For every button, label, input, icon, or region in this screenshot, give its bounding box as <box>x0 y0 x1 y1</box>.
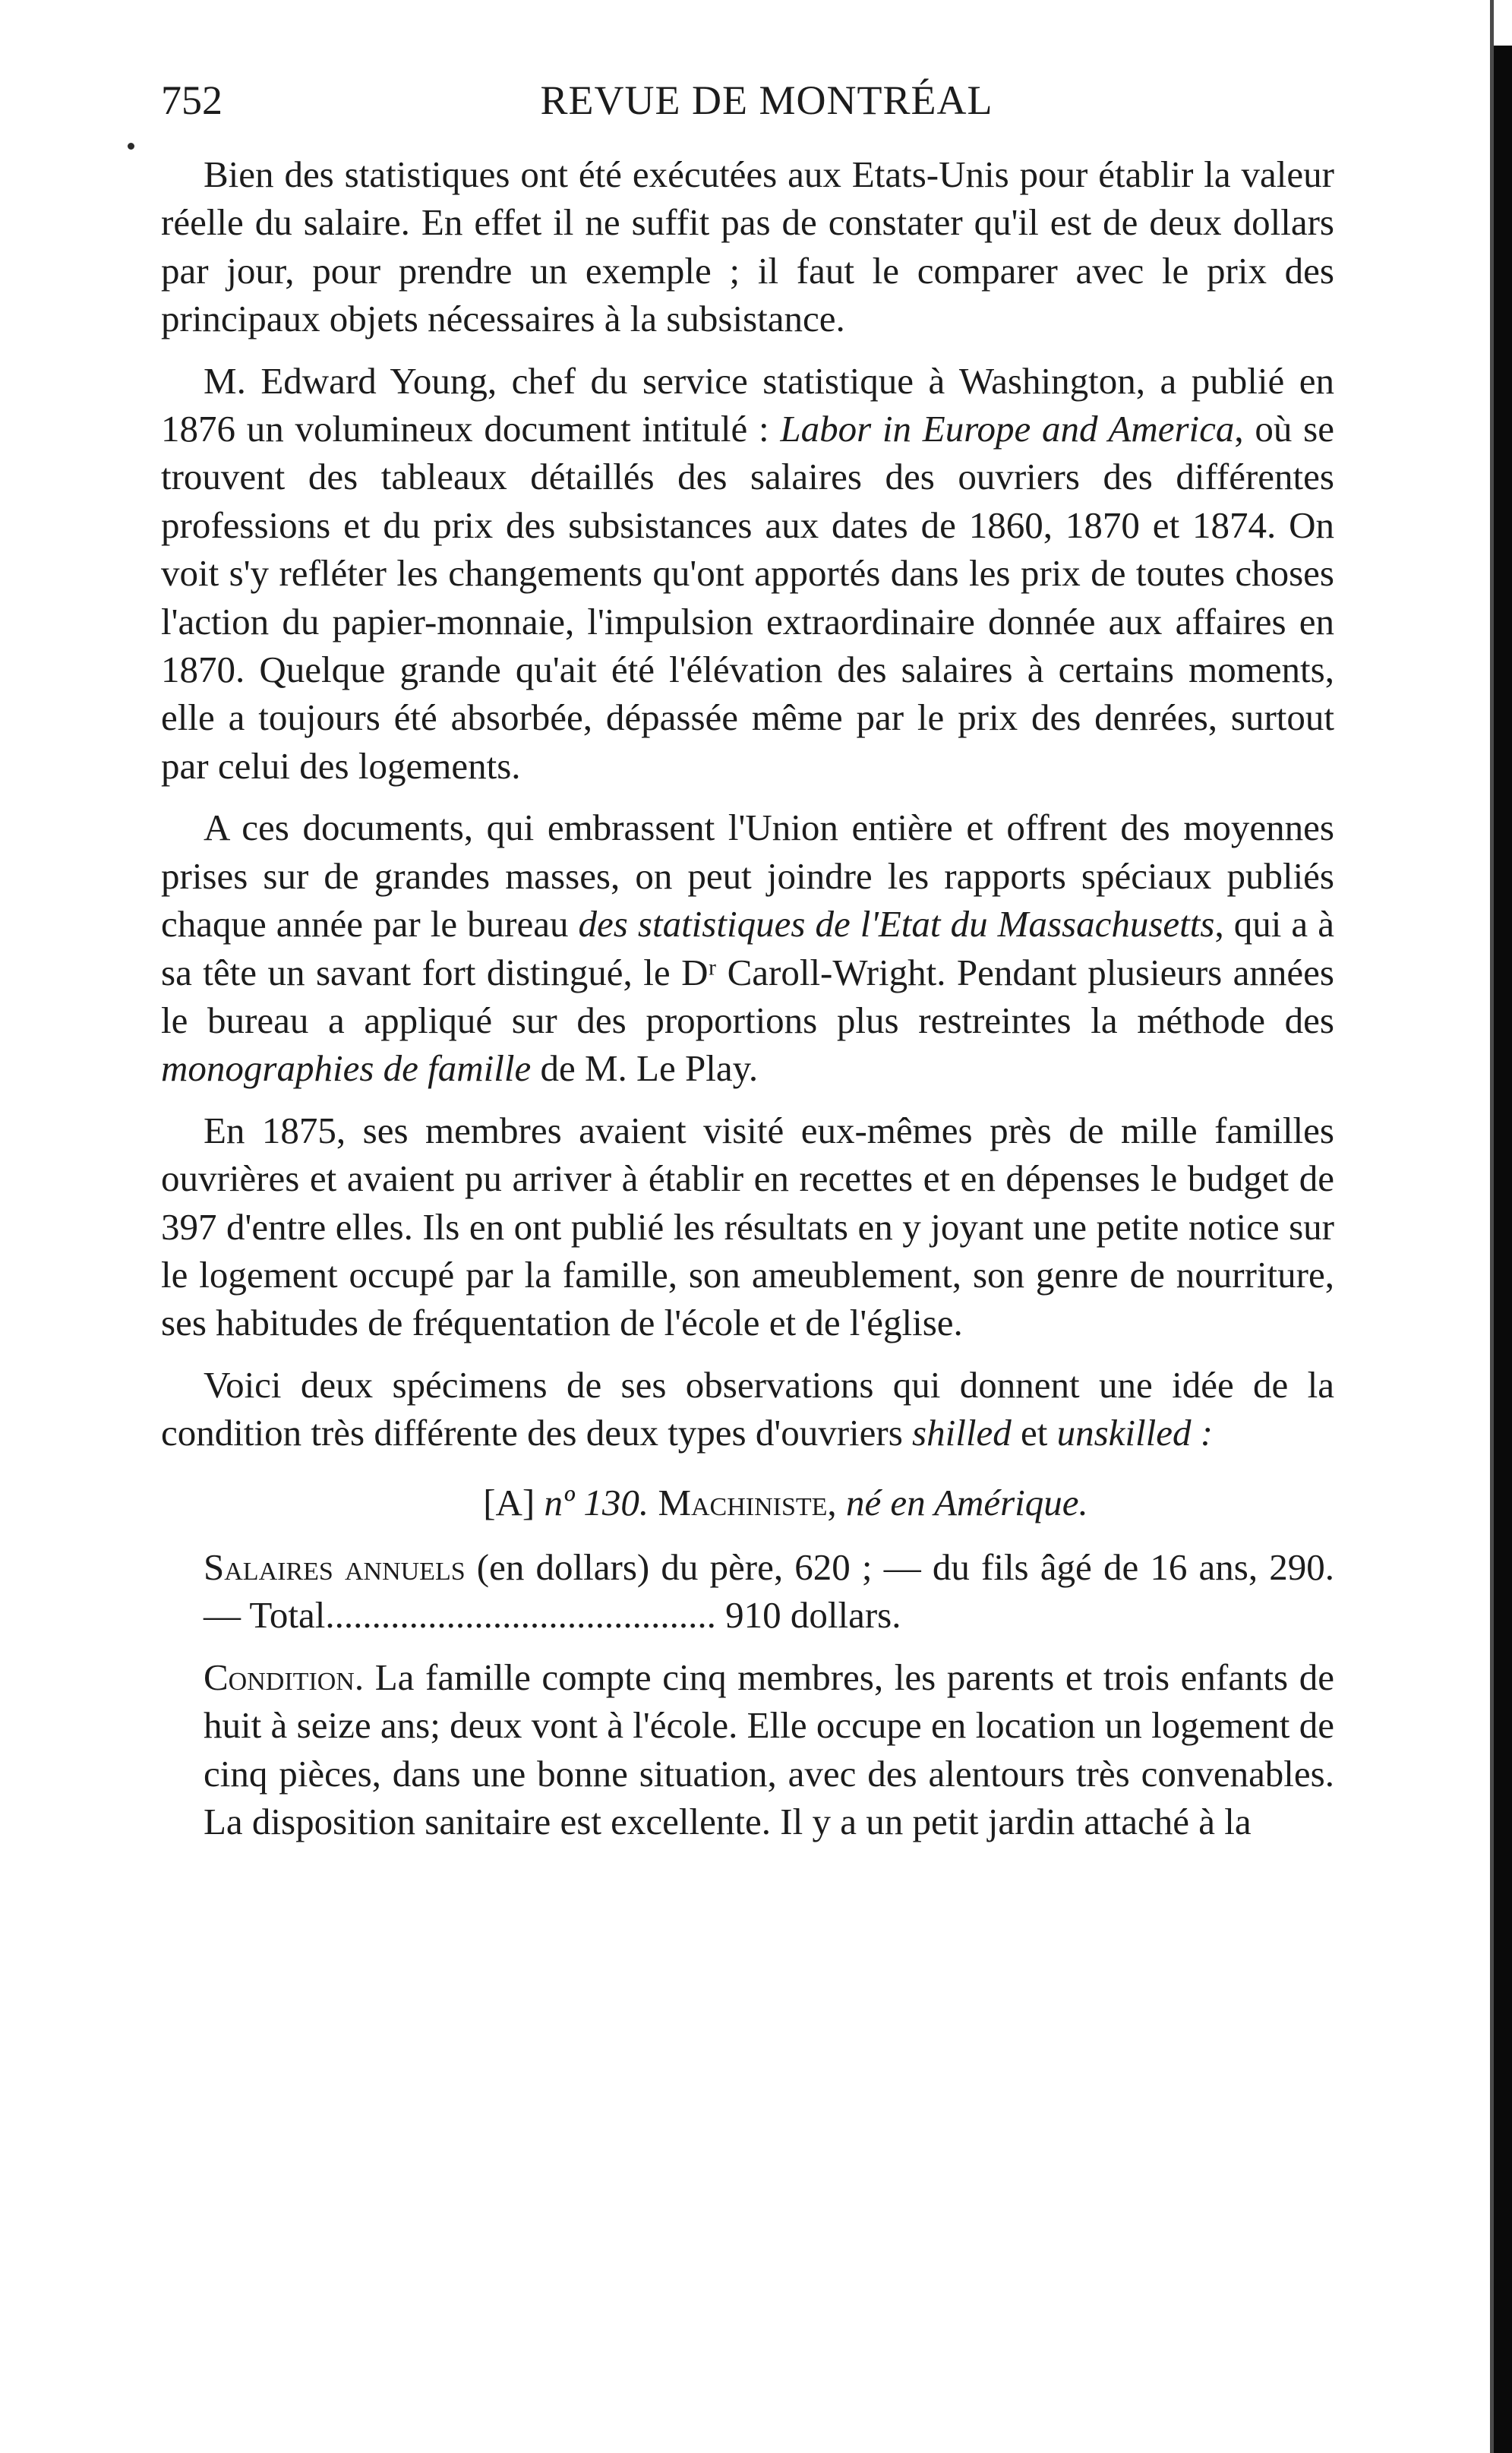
case-origin: né en Amérique. <box>836 1481 1088 1523</box>
ink-dot <box>128 143 134 150</box>
case-label: [A] <box>483 1481 545 1523</box>
paragraph-text: Voici deux spécimens de ses observations qui donnent une idée de la condition très différente des deux types d'ouvriers <box>161 1363 1334 1454</box>
book-title: Labor in Europe and America <box>780 408 1235 450</box>
paragraph-specimens <box>161 1361 1334 1457</box>
paragraph-text: de M. Le Play. <box>531 1047 759 1090</box>
paragraph-edward-young <box>161 357 1334 791</box>
case-trade: Machiniste, <box>649 1481 837 1523</box>
entry-text: (en dollars) du père, 620 ; — du fils âgé de 16 ans, 290. — Total <box>204 1545 1335 1637</box>
entry-label: Salaires annuels <box>204 1545 466 1588</box>
entry-salaires <box>161 1543 1334 1640</box>
case-number: nº 130. <box>544 1481 649 1523</box>
paragraph-text: , où se trouvent des tableaux détaillés des salaires des ouvriers des différentes professions et du prix des subsistances aux dates de 1860, 1870 et 1874. On voit s'y refléter les changements qu'ont apportés dans les prix de toutes choses l'action du papier-monnaie, l'impulsion extraordinaire donnée aux affaires en 1870. Quelque grande qu'ait été l'élévation des salaires à certains moments, elle a toujours été absorbée, dépassée même par le prix des denrées, surtout par celui des logements. <box>161 408 1334 787</box>
entry-condition <box>161 1653 1334 1846</box>
paragraph-familles: En 1875, ses membres avaient visité eux-mêmes près de mille familles ouvrières et avaient pu arriver à établir en recettes et en dépenses le budget de 397 d'entre elles. Ils en ont publié les résultats en y joyant une petite notice sur le logement occupé par la famille, son ameublement, son genre de nourriture, ses habitudes de fréquentation de l'école et de l'église. <box>161 1109 1334 1344</box>
paragraph-text: et <box>1011 1412 1057 1454</box>
case-heading <box>161 1479 1334 1526</box>
dot-leader: .......................................... <box>325 1594 716 1637</box>
term-skilled: shilled <box>912 1412 1012 1454</box>
page-header <box>161 70 1334 131</box>
body-text <box>161 150 1334 1845</box>
entry-label: Condition. <box>204 1656 365 1698</box>
bureau-name: des statistiques de l'Etat du Massachusetts <box>578 903 1215 946</box>
entry-text: La famille compte cinq membres, les parents et trois enfants de huit à seize ans; deux vont à l'école. Elle occupe en location un logement de cinq pièces, dans une bonne situation, avec des alentours très convenables. La disposition sanitaire est excellente. Il y a un petit jardin attaché à la <box>204 1656 1334 1842</box>
method-name: monographies de famille <box>161 1047 532 1090</box>
paragraph-text: , qui a à sa tête un savant fort distingué, le Dʳ Caroll-Wright. Pendant plusieurs années le bureau a appliqué sur des proportions plus restreintes la méthode des <box>161 903 1334 1041</box>
paragraph-text: A ces documents, qui embrassent l'Union entière et offrent des moyennes prises sur de grandes masses, on peut joindre les rapports spéciaux publiés chaque année par le bureau <box>161 807 1334 946</box>
page-number: 752 <box>161 77 223 123</box>
paragraph-statistiques: Bien des statistiques ont été exécutées aux Etats-Unis pour établir la valeur réelle du salaire. En effet il ne suffit pas de constater qu'il est de deux dollars par jour, pour prendre un exemple ; il faut le comparer avec le prix des principaux objets nécessaires à la subsistance. <box>161 153 1334 340</box>
paragraph-massachusetts <box>161 803 1334 1092</box>
entry-total: 910 dollars. <box>715 1594 901 1637</box>
running-title: REVUE DE MONTRÉAL <box>540 77 993 123</box>
paragraph-text: M. Edward Young, chef du service statistique à Washington, a publié en 1876 un volumineux document intitulé : <box>161 359 1334 450</box>
book-spine-shadow <box>1494 46 1512 2453</box>
term-unskilled: unskilled : <box>1056 1412 1214 1454</box>
